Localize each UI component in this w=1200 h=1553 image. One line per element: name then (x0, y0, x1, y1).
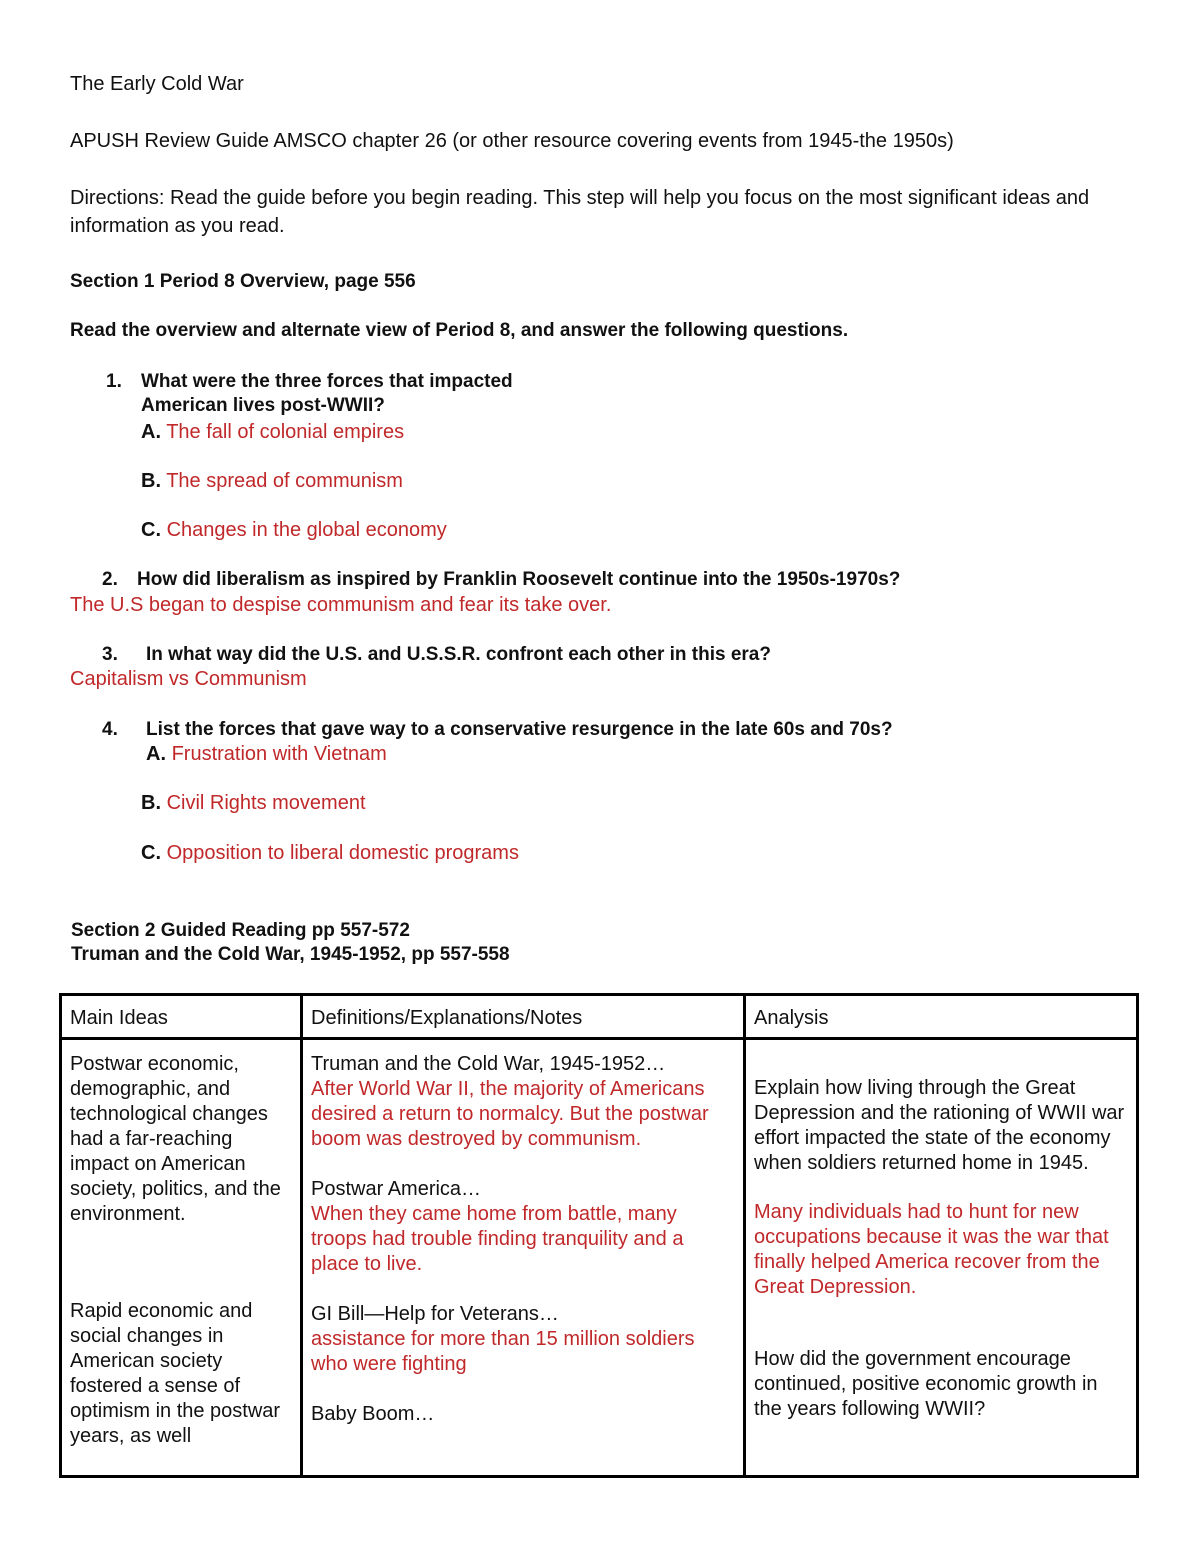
main-idea-1: Postwar economic, demographic, and technological changes had a far-reaching impact on American society, politics, and the environment. (70, 1053, 281, 1225)
answer-letter: A. (141, 421, 161, 443)
q3-answer: Capitalism vs Communism (70, 668, 307, 690)
notes-postwar-answer: When they came home from battle, many troops had trouble finding tranquility and a place to live. (311, 1203, 684, 1275)
q1-answer-b (141, 467, 403, 495)
analysis-question-2: How did the government encourage continued, positive economic growth in the years following WWII? (754, 1348, 1098, 1420)
q4-answer-b (141, 789, 366, 817)
notes-truman-title: Truman and the Cold War, 1945-1952… (311, 1053, 666, 1075)
q2-number: 2. (102, 569, 118, 590)
notes-postwar-title: Postwar America… (311, 1178, 482, 1200)
page-subtitle: APUSH Review Guide AMSCO chapter 26 (or other resource covering events from 1945-the 1950s) (70, 130, 954, 152)
answer-text: The fall of colonial empires (166, 421, 405, 443)
analysis-cell (745, 1039, 1138, 1477)
header-notes: Definitions/Explanations/Notes (302, 995, 745, 1039)
q1-text-line1: What were the three forces that impacted (141, 371, 513, 392)
q1-answer-a (141, 418, 404, 446)
analysis-answer-1: Many individuals had to hunt for new occupations because it was the war that finally helped America recover from the Great Depression. (754, 1201, 1109, 1298)
q4-answer-c (141, 839, 519, 867)
main-idea-2: Rapid economic and social changes in American society fostered a sense of optimism in the postwar years, as well (70, 1300, 281, 1447)
q1-answer-c (141, 516, 447, 544)
section1-heading: Section 1 Period 8 Overview, page 556 (70, 271, 416, 292)
answer-text: Changes in the global economy (166, 519, 447, 541)
section1-instruction: Read the overview and alternate view of Period 8, and answer the following questions. (70, 320, 849, 341)
header-analysis: Analysis (745, 995, 1138, 1039)
table-row (61, 1039, 1138, 1477)
header-main-ideas: Main Ideas (61, 995, 302, 1039)
answer-text: Civil Rights movement (166, 792, 366, 814)
q2-text: How did liberalism as inspired by Franklin Roosevelt continue into the 1950s-1970s? (137, 569, 901, 590)
answer-text: Opposition to liberal domestic programs (166, 842, 519, 864)
notes-truman-answer: After World War II, the majority of Americans desired a return to normalcy. But the postwar boom was destroyed by communism. (311, 1078, 709, 1150)
answer-letter: C. (141, 842, 161, 864)
q2-answer: The U.S began to despise communism and fear its take over. (70, 594, 612, 616)
analysis-question-1: Explain how living through the Great Depression and the rationing of WWII war effort impacted the state of the economy when soldiers returned home in 1945. (754, 1077, 1125, 1174)
answer-letter: C. (141, 519, 161, 541)
q1-text-line2: American lives post-WWII? (141, 395, 385, 416)
notes-gibill-answer: assistance for more than 15 million soldiers who were fighting (311, 1328, 695, 1375)
q4-number: 4. (102, 719, 118, 740)
directions: Directions: Read the guide before you begin reading. This step will help you focus on the most significant ideas and information as you read. (70, 187, 1090, 237)
guided-reading-table (59, 993, 1139, 1478)
q3-text: In what way did the U.S. and U.S.S.R. confront each other in this era? (146, 644, 771, 665)
notes-gibill-title: GI Bill—Help for Veterans… (311, 1303, 559, 1325)
section2-subheading: Truman and the Cold War, 1945-1952, pp 557-558 (71, 944, 510, 965)
notes-babyboom-title: Baby Boom… (311, 1403, 435, 1425)
table-header-row (61, 995, 1138, 1039)
page-title: The Early Cold War (70, 73, 244, 95)
answer-letter: A. (146, 743, 166, 765)
answer-letter: B. (141, 792, 161, 814)
q4-text: List the forces that gave way to a conservative resurgence in the late 60s and 70s? (146, 719, 893, 740)
main-ideas-cell (61, 1039, 302, 1477)
q1-number: 1. (106, 371, 122, 392)
q4-answer-a (146, 740, 387, 768)
answer-text: Frustration with Vietnam (171, 743, 387, 765)
notes-cell (302, 1039, 745, 1477)
answer-letter: B. (141, 470, 161, 492)
q3-number: 3. (102, 644, 118, 665)
answer-text: The spread of communism (166, 470, 403, 492)
section2-heading: Section 2 Guided Reading pp 557-572 (71, 920, 410, 941)
